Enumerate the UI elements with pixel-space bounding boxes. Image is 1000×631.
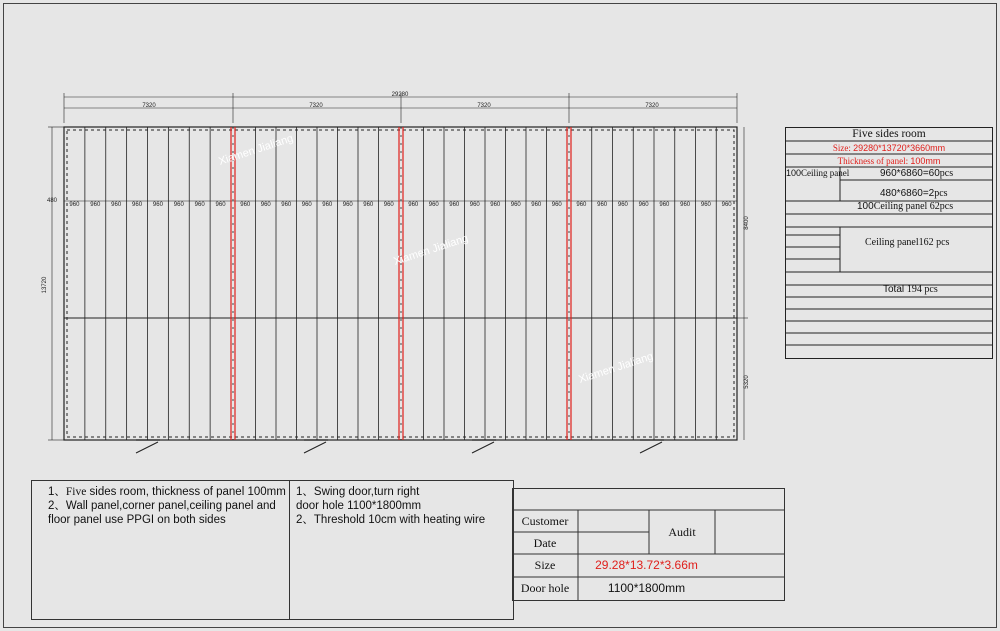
- panel-width-label: 960: [449, 202, 460, 208]
- panel-width-label: 960: [322, 202, 333, 208]
- note-door-hole: door hole 1100*1800mm: [296, 500, 422, 512]
- panel-width-label: 960: [721, 202, 732, 208]
- ceiling-panel-cell: [786, 168, 850, 179]
- wall-panel-inner-line: [67, 130, 734, 437]
- notes-right: [296, 485, 506, 527]
- panel-width-label: 960: [260, 202, 271, 208]
- panel-width-label: 960: [301, 202, 312, 208]
- bay-dimension-text-3: 7320: [477, 103, 491, 109]
- customer-label: Customer: [521, 514, 569, 528]
- door-3-leaf: [472, 442, 494, 453]
- room-size-label: Size:: [832, 143, 851, 153]
- panel-thickness-row: [785, 155, 993, 167]
- ceiling-subtotal: [857, 201, 953, 213]
- overall-dimension-text: 29280: [391, 92, 409, 98]
- date-label: Date: [533, 536, 557, 550]
- door-hole-label: Door hole: [520, 581, 570, 595]
- grand-total: [883, 284, 938, 296]
- room-outline: [64, 127, 737, 440]
- panel-width-label: 960: [152, 202, 163, 208]
- ceiling-qty-960: [880, 168, 953, 180]
- door-1-leaf: [136, 442, 158, 453]
- left-top-dimension-text: 480: [46, 198, 58, 204]
- panel-width-label: 960: [111, 202, 122, 208]
- room-size-row: [785, 142, 993, 154]
- panel-width-label: 960: [617, 202, 628, 208]
- panel-thickness-value: 100mm: [910, 156, 941, 166]
- audit-label: Audit: [668, 525, 696, 539]
- panel-width-label: 960: [281, 202, 292, 208]
- ceiling-total: Ceiling panel162 pcs: [865, 237, 950, 248]
- panel-width-label: 960: [215, 202, 226, 208]
- bay-dimension-text-1: 7320: [142, 103, 156, 109]
- title-block: [512, 488, 785, 601]
- notes-left: [48, 485, 286, 527]
- panel-width-label: 960: [597, 202, 608, 208]
- bay-dimension-text-4: 7320: [645, 103, 659, 109]
- panel-width-label: 960: [173, 202, 184, 208]
- ceiling-qty-960-value: 960*6860=60: [880, 168, 940, 179]
- size-value: 29.28*13.72*3.66m: [595, 558, 698, 572]
- panel-width-label: 960: [469, 202, 480, 208]
- panel-width-label: 960: [342, 202, 353, 208]
- right-upper-dimension-text: 8400: [744, 216, 750, 230]
- panel-width-label: 960: [531, 202, 542, 208]
- panel-thickness-label: Thickness of panel:: [837, 156, 909, 166]
- panel-width-label: 960: [659, 202, 670, 208]
- note-1-keyword: Five: [65, 486, 87, 498]
- size-label: Size: [534, 558, 556, 572]
- panel-width-label: 960: [428, 202, 439, 208]
- ceiling-qty-960-unit: pcs: [939, 168, 954, 179]
- room-size-value: 29280*13720*3660mm: [853, 143, 946, 153]
- panel-width-label: 960: [69, 202, 80, 208]
- ceiling-thickness: 100: [786, 168, 802, 178]
- left-total-dimension-text: 13720: [42, 276, 48, 294]
- panel-width-label: 960: [700, 202, 711, 208]
- panel-width-label: 960: [363, 202, 374, 208]
- panel-width-label: 960: [680, 202, 691, 208]
- ceiling-qty-480: [880, 188, 948, 200]
- watermark-text-2: Xiamen Jialiang: [392, 232, 470, 268]
- note-1-number: 1、: [48, 486, 66, 498]
- notes-divider: [289, 480, 290, 619]
- panel-width-label: 960: [510, 202, 521, 208]
- bay-dimension-text-2: 7320: [309, 103, 323, 109]
- panel-width-label: 960: [490, 202, 501, 208]
- note-2-text: 2、Wall panel,corner panel,ceiling panel and floor panel use PPGI on both sides: [48, 500, 276, 526]
- room-table-title: Five sides room: [852, 128, 926, 140]
- panel-width-label: 960: [638, 202, 649, 208]
- note-1-text: sides room, thickness of panel 100mm: [86, 486, 286, 498]
- right-lower-dimension-text: 5320: [744, 375, 750, 389]
- panel-width-label: 960: [408, 202, 419, 208]
- door-4-leaf: [640, 442, 662, 453]
- grand-total-label: Total: [883, 284, 905, 295]
- room-panel-table: [785, 127, 993, 359]
- panel-width-label: 960: [194, 202, 205, 208]
- watermark-text-3: Xiamen Jialiang: [577, 350, 655, 386]
- panel-width-label: 960: [576, 202, 587, 208]
- ceiling-label: Ceiling panel: [801, 168, 850, 178]
- panel-width-label: 960: [383, 202, 394, 208]
- door-2-leaf: [304, 442, 326, 453]
- ceiling-qty-480-unit: pcs: [934, 188, 948, 199]
- panel-width-label: 960: [551, 202, 562, 208]
- panel-width-label: 960: [240, 202, 251, 208]
- panel-width-label: 960: [90, 202, 101, 208]
- grand-total-value: 194 pcs: [906, 284, 938, 295]
- ceiling-qty-480-value: 480*6860=2: [880, 188, 935, 199]
- ceiling-subtotal-thickness: 100: [857, 201, 874, 212]
- note-threshold: 2、Threshold 10cm with heating wire: [296, 514, 486, 526]
- panel-width-label: 960: [132, 202, 143, 208]
- door-hole-value: 1100*1800mm: [607, 581, 686, 595]
- note-door-swing: 1、Swing door,turn right: [296, 486, 420, 498]
- watermark-text-1: Xiamen Jialiang: [217, 132, 295, 168]
- ceiling-subtotal-text: Ceiling panel 62pcs: [873, 201, 954, 212]
